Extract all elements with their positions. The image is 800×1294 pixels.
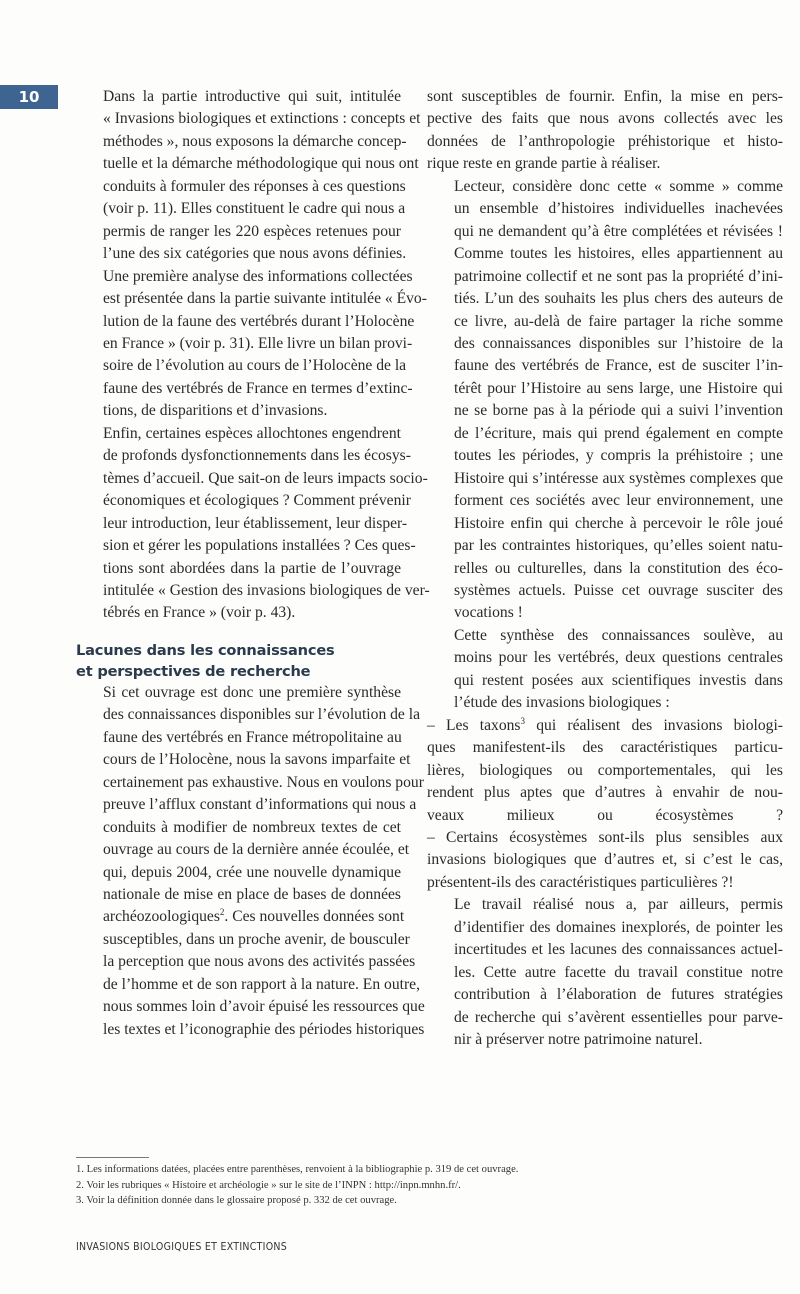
paragraph-lecteur <box>427 176 783 625</box>
text-line: tébrés en France » (voir p. 43). <box>103 604 296 622</box>
text-line: ce livre, au-delà de faire partager la riche somme <box>454 312 783 330</box>
text-line: faune des vertébrés en France métropolitaine au <box>103 728 402 746</box>
text-line: Dans la partie introductive qui suit, intitulée <box>103 88 401 105</box>
text-fragment: – Les taxons <box>427 716 521 734</box>
question-item-1 <box>427 715 783 827</box>
text-line: présentent-ils des caractéristiques particulières ?! <box>427 873 734 891</box>
text-line: veaux milieux ou écosystèmes ? <box>427 806 783 824</box>
text-line: « Invasions biologiques et extinctions : concepts et <box>103 110 421 128</box>
text-line: sion et gérer les populations installées ? Ces ques- <box>103 537 416 555</box>
text-line: Histoire qui s’intéresse aux systèmes complexes que <box>454 469 783 487</box>
text-line: qui ne demandent qu’à être complétées et révisées ! <box>454 222 783 240</box>
text-line: données de l’anthropologie préhistorique et histo- <box>427 132 783 150</box>
text-line: Si cet ouvrage est donc une première synthèse <box>103 683 401 701</box>
text-line: l’une des six catégories que nous avons définies. <box>103 245 407 263</box>
text-line: les textes et l’iconographie des périodes historiques <box>103 1020 425 1038</box>
footnote-divider <box>76 1157 149 1158</box>
footnotes <box>76 1162 518 1209</box>
paragraph-questions <box>427 625 783 715</box>
text-line: de l’homme et de son rapport à la nature. En outre, <box>103 975 420 993</box>
text-line: forment ces sociétés avec leur environnement, une <box>454 492 783 510</box>
running-title: INVASIONS BIOLOGIQUES ET EXTINCTIONS <box>76 1241 288 1253</box>
text-line: ouvrage au cours de la dernière année écoulée, et <box>103 841 410 859</box>
text-line: faune des vertébrés de France en termes d’extinc- <box>103 379 413 397</box>
text-line: lution de la faune des vertébrés durant l’Holocène <box>103 312 415 330</box>
text-line: Le travail réalisé nous a, par ailleurs, permis <box>454 896 783 914</box>
text-line: sont susceptibles de fournir. Enfin, la mise en pers- <box>427 88 783 105</box>
text-line: preuve l’afflux constant d’informations qui nous a <box>103 796 417 814</box>
paragraph-continued <box>427 86 783 176</box>
text-line: un ensemble d’histoires individuelles inachevées <box>454 200 783 218</box>
text-line: tiés. L’un des souhaits les plus chers des auteurs de <box>454 290 783 308</box>
text-line: méthodes », nous exposons la démarche concep- <box>103 132 407 150</box>
text-line: faune des vertébrés de France, est de susciter l’in- <box>454 357 783 375</box>
paragraph-intro <box>76 86 427 423</box>
text-line: de l’écriture, mais qui prend également en compte <box>454 424 783 442</box>
footnote-ref-2[interactable]: 2 <box>219 907 225 918</box>
text-line: économiques et écologiques ? Comment prévenir <box>103 492 411 510</box>
text-line: leur introduction, leur établissement, leur disper- <box>103 514 408 532</box>
text-line: térêt pour l’Histoire au sens large, une Histoire qui <box>454 379 783 397</box>
left-column <box>76 86 430 1041</box>
text-line: contribution à l’élaboration de futures stratégies <box>454 986 783 1004</box>
text-line: en France » (voir p. 31). Elle livre un bilan provi- <box>103 334 413 352</box>
text-line: est présentée dans la partie suivante intitulée « Évo- <box>103 290 427 308</box>
footnote-1: 1. Les informations datées, placées entre parenthèses, renvoient à la bibliographie p. 319 de cet ouvrage. <box>76 1164 519 1175</box>
text-line: patrimoine collectif et ne sont pas la propriété d’ini- <box>454 267 783 285</box>
text-line: invasions biologiques que d’autres et, si c’est le cas, <box>427 851 783 869</box>
text-line: permis de ranger les 220 espèces retenues pour <box>103 222 401 240</box>
text-fragment: archéozoologiques <box>103 908 220 926</box>
paragraph-travail <box>427 894 783 1051</box>
text-line: moins pour les vertébrés, deux questions centrales <box>454 649 783 667</box>
text-line: rendent plus aptes que d’autres à envahir de nou- <box>427 784 783 802</box>
text-line: Lecteur, considère donc cette « somme » comme <box>454 177 783 195</box>
text-line: de recherche qui s’avèrent essentielles pour parve- <box>454 1008 783 1026</box>
text-line: rique reste en grande partie à réaliser. <box>427 155 661 173</box>
text-line-with-footnote-2 <box>76 906 405 928</box>
text-line: tions sont abordées dans la partie de l’ouvrage <box>103 559 401 577</box>
text-line: et perspectives de recherche <box>76 662 311 680</box>
footnote-ref-3[interactable]: 3 <box>520 715 525 726</box>
paragraph-synthese <box>76 682 425 1041</box>
text-line: susceptibles, dans un proche avenir, de bousculer <box>103 930 410 948</box>
text-line: tèmes d’accueil. Que sait-on de leurs impacts socio- <box>103 469 428 487</box>
text-line: les. Cette autre facette du travail constitue notre <box>454 963 783 981</box>
text-line: nous sommes loin d’avoir épuisé les ressources que <box>103 998 425 1016</box>
text-line: systèmes actuels. Puisse cet ouvrage susciter des <box>454 581 783 599</box>
text-line: d’identifier des domaines inexplorés, de pointer les <box>454 918 783 936</box>
text-line-with-footnote-3 <box>427 715 783 737</box>
text-line: ne se borne pas à la période qui a suivi l’invention <box>454 402 783 420</box>
text-line: par les contraintes historiques, qu’elles soient natu- <box>454 537 783 555</box>
right-column <box>427 86 783 1051</box>
paragraph-allochtones <box>76 423 430 625</box>
text-line: nationale de mise en place de bases de données <box>103 885 401 903</box>
question-item-2 <box>427 827 783 894</box>
text-line: incertitudes et les lacunes des connaissances actuel- <box>454 941 783 959</box>
text-line: relles ou culturelles, dans la constitution des éco- <box>454 559 783 577</box>
text-line: – Certains écosystèmes sont-ils plus sensibles aux <box>427 828 783 846</box>
text-line: Comme toutes les histoires, elles appartiennent au <box>454 245 783 263</box>
text-fragment: qui réalisent des invasions biologi- <box>525 716 783 734</box>
text-line: Cette synthèse des connaissances soulève, au <box>454 626 783 644</box>
text-line: conduits à formuler des réponses à ces questions <box>103 177 406 195</box>
text-line: (voir p. 11). Elles constituent le cadre qui nous a <box>103 200 406 218</box>
text-line: des connaissances disponibles sur l’évolution de la <box>103 706 421 724</box>
footnote-3: 3. Voir la définition donnée dans le glossaire proposé p. 332 de cet ouvrage. <box>76 1195 397 1206</box>
text-line: des connaissances disponibles sur l’histoire de la <box>454 334 783 352</box>
text-line: vocations ! <box>454 604 523 622</box>
section-heading <box>76 640 401 682</box>
text-line: ques manifestent-ils des caractéristiques particu- <box>427 739 783 757</box>
page-number-badge: 10 <box>0 85 58 109</box>
text-line: intitulée « Gestion des invasions biologiques de ver- <box>103 581 430 599</box>
text-line: cours de l’Holocène, nous la savons imparfaite et <box>103 751 411 769</box>
text-line: de profonds dysfonctionnements dans les écosys- <box>103 447 411 465</box>
text-line: nir à préserver notre patrimoine naturel. <box>454 1031 703 1049</box>
text-line: certainement pas exhaustive. Nous en voulons pour <box>103 773 424 791</box>
text-line: conduits à modifier de nombreux textes de cet <box>103 818 401 836</box>
text-line: tions, de disparitions et d’invasions. <box>103 402 328 420</box>
text-line: Une première analyse des informations collectées <box>103 267 413 285</box>
footnote-2: 2. Voir les rubriques « Histoire et archéologie » sur le site de l’INPN : http://inpn.mnhn.fr/. <box>76 1179 461 1191</box>
text-line: Enfin, certaines espèces allochtones engendrent <box>103 424 401 442</box>
text-line: l’étude des invasions biologiques : <box>454 694 670 712</box>
text-line: qui, depuis 2004, crée une nouvelle dynamique <box>103 863 401 881</box>
text-line: toutes les périodes, y compris la préhistoire ; une <box>454 447 783 465</box>
text-line: pective des faits que nous avons collectés avec les <box>427 110 783 128</box>
text-line: Histoire enfin qui cherche à percevoir le rôle joué <box>454 514 783 532</box>
text-line: la perception que nous avons des activités passées <box>103 953 416 971</box>
text-line: tuelle et la démarche méthodologique qui nous ont <box>103 155 419 173</box>
text-fragment: . Ces nouvelles données sont <box>224 908 405 926</box>
text-line: soire de l’évolution au cours de l’Holocène de la <box>103 357 407 375</box>
text-line: qui restent posées aux scientifiques investis dans <box>454 671 783 689</box>
text-line: Lacunes dans les connaissances <box>76 641 335 659</box>
text-line: lières, biologiques ou comportementales, qui les <box>427 761 783 779</box>
